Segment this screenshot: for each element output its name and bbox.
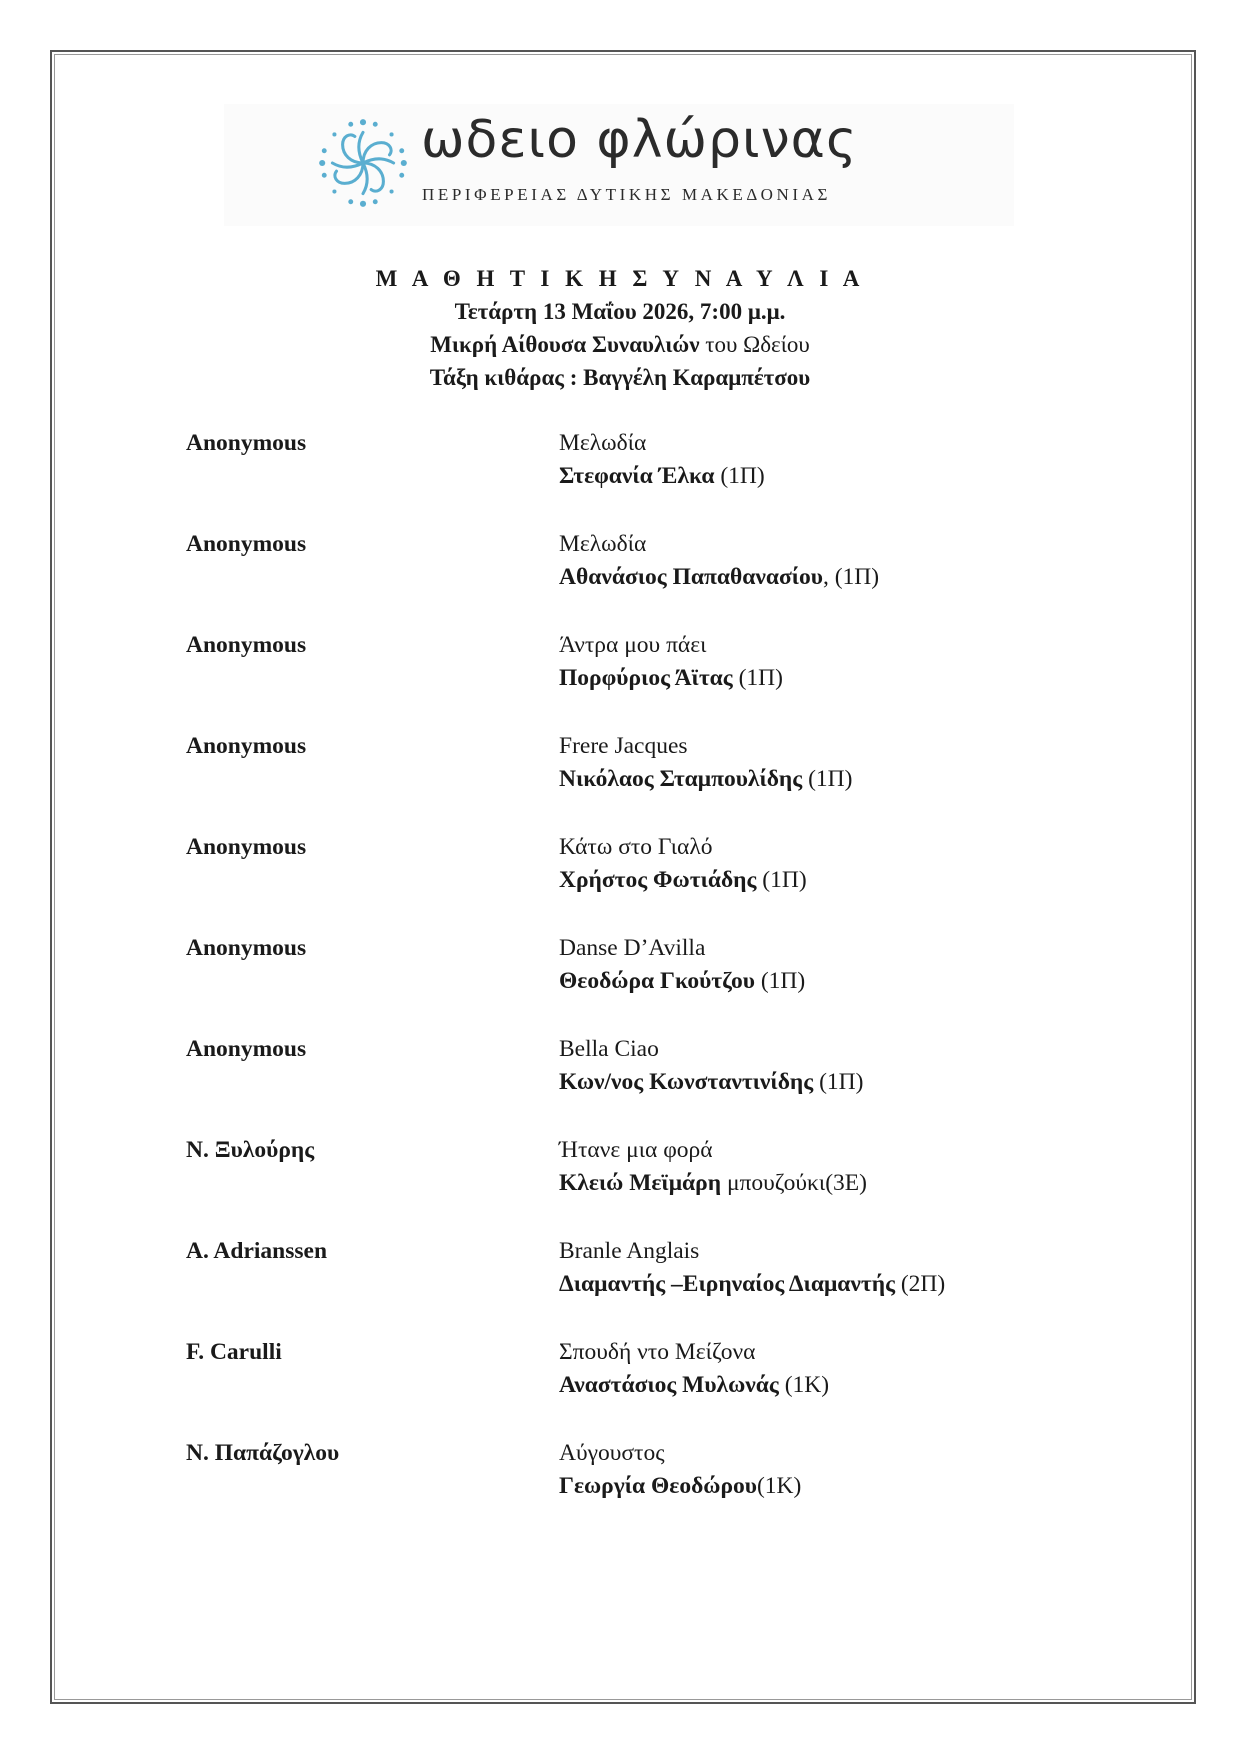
performer-detail: μπουζούκι(3Ε) bbox=[721, 1170, 867, 1196]
performer-name: Κων/νος Κωνσταντινίδης bbox=[559, 1069, 814, 1095]
logo-name: ωδειο φλώρινας bbox=[421, 110, 858, 170]
performer bbox=[559, 1473, 801, 1500]
performer-detail: , (1Π) bbox=[822, 564, 880, 590]
piece-title: Σπουδή ντο Μείζονα bbox=[559, 1339, 756, 1365]
performer bbox=[559, 1069, 863, 1096]
piece-title: Bella Ciao bbox=[559, 1036, 659, 1062]
swirl-logo-icon bbox=[312, 112, 414, 214]
performer bbox=[559, 968, 805, 995]
program-list bbox=[0, 430, 1240, 1541]
performer bbox=[559, 463, 765, 490]
program-item bbox=[0, 531, 1240, 632]
composer: F. Carulli bbox=[186, 1339, 282, 1365]
performer-name: Διαμαντής –Ειρηναίος Διαμαντής bbox=[559, 1271, 895, 1297]
program-item bbox=[0, 1238, 1240, 1339]
performer bbox=[559, 564, 879, 591]
program-item bbox=[0, 1440, 1240, 1541]
composer: Anonymous bbox=[186, 1036, 307, 1062]
performer-detail: (1Π) bbox=[754, 968, 806, 994]
piece-title: Branle Anglais bbox=[559, 1238, 700, 1264]
composer: Ν. Παπάζογλου bbox=[186, 1440, 340, 1466]
composer: Anonymous bbox=[186, 834, 307, 860]
composer: Anonymous bbox=[186, 935, 307, 961]
composer: Anonymous bbox=[186, 733, 307, 759]
program-item bbox=[0, 632, 1240, 733]
program-item bbox=[0, 733, 1240, 834]
composer: Anonymous bbox=[186, 430, 307, 456]
composer: Anonymous bbox=[186, 632, 307, 658]
program-item bbox=[0, 430, 1240, 531]
venue-normal: του Ωδείου bbox=[705, 332, 810, 357]
piece-title: Αύγουστος bbox=[559, 1440, 665, 1466]
piece-title: Κάτω στο Γιαλό bbox=[559, 834, 713, 860]
program-item bbox=[0, 1036, 1240, 1137]
performer-detail: (1Κ) bbox=[778, 1372, 830, 1398]
program-item bbox=[0, 1339, 1240, 1440]
piece-title: Μελωδία bbox=[559, 430, 647, 456]
concert-venue bbox=[0, 328, 1240, 361]
composer: Anonymous bbox=[186, 531, 307, 557]
performer bbox=[559, 1372, 829, 1399]
performer bbox=[559, 867, 807, 894]
performer-name: Αναστάσιος Μυλωνάς bbox=[559, 1372, 779, 1398]
performer-name: Αθανάσιος Παπαθανασίου bbox=[559, 564, 823, 590]
concert-title: Μ Α Θ Η Τ Ι Κ Η Σ Υ Ν Α Υ Λ Ι Α bbox=[375, 266, 865, 291]
performer-detail: (1Π) bbox=[714, 463, 765, 489]
performer bbox=[559, 1170, 867, 1197]
performer-name: Πορφύριος Άϊτας bbox=[559, 665, 733, 691]
concert-header bbox=[0, 262, 1240, 394]
program-item bbox=[0, 834, 1240, 935]
guitar-class: Τάξη κιθάρας : Βαγγέλη Καραμπέτσου bbox=[429, 365, 811, 390]
program-item bbox=[0, 1137, 1240, 1238]
performer bbox=[559, 665, 783, 692]
piece-title: Ήτανε μια φορά bbox=[559, 1137, 713, 1163]
piece-title: Frere Jacques bbox=[559, 733, 688, 759]
conservatory-logo bbox=[224, 104, 1014, 226]
composer: A. Adrianssen bbox=[186, 1238, 328, 1264]
performer-name: Νικόλαος Σταμπουλίδης bbox=[559, 766, 803, 792]
performer-detail: (2Π) bbox=[894, 1271, 946, 1297]
performer-detail: (1Π) bbox=[802, 766, 853, 792]
performer-detail: (1Κ) bbox=[756, 1473, 802, 1499]
performer-name: Κλειώ Μεϊμάρη bbox=[559, 1170, 722, 1196]
venue-bold: Μικρή Αίθουσα Συναυλιών bbox=[430, 332, 700, 357]
performer-name: Χρήστος Φωτιάδης bbox=[559, 867, 757, 893]
composer: Ν. Ξυλούρης bbox=[186, 1137, 315, 1163]
piece-title: Danse D’Avilla bbox=[559, 935, 706, 961]
program-item bbox=[0, 935, 1240, 1036]
performer-detail: (1Π) bbox=[756, 867, 807, 893]
logo-subtitle: ΠΕΡΙΦΕΡΕΙΑΣ ΔΥΤΙΚΗΣ ΜΑΚΕΔΟΝΙΑΣ bbox=[422, 185, 832, 204]
performer bbox=[559, 766, 852, 793]
performer-detail: (1Π) bbox=[813, 1069, 864, 1095]
piece-title: Άντρα μου πάει bbox=[559, 632, 707, 658]
performer-detail: (1Π) bbox=[732, 665, 783, 691]
piece-title: Μελωδία bbox=[559, 531, 647, 557]
performer-name: Θεοδώρα Γκούτζου bbox=[559, 968, 755, 994]
concert-date: Τετάρτη 13 Μαΐου 2026, 7:00 μ.μ. bbox=[454, 299, 786, 324]
performer bbox=[559, 1271, 945, 1298]
performer-name: Στεφανία Έλκα bbox=[559, 463, 715, 489]
performer-name: Γεωργία Θεοδώρου bbox=[559, 1473, 757, 1499]
